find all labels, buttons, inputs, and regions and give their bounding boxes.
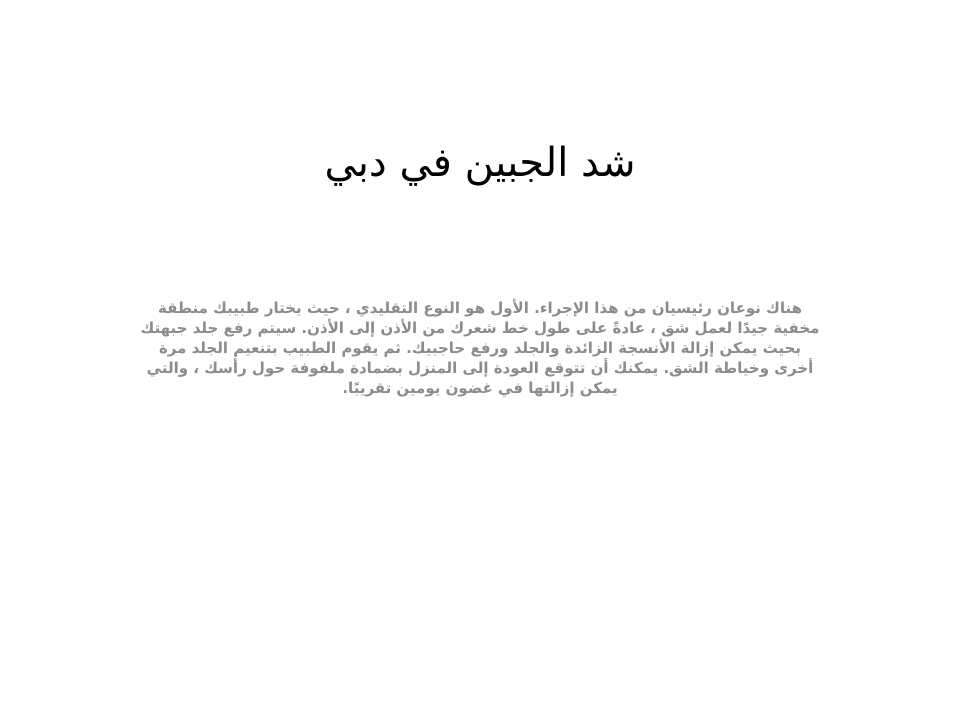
body-line: يمكن إزالتها في غضون يومين تقريبًا.: [342, 379, 618, 397]
body-line: أخرى وخياطة الشق. يمكنك أن تتوقع العودة إلى المنزل بضمادة ملفوفة حول رأسك ، والتي: [146, 359, 814, 377]
slide-body-text: [120, 298, 840, 398]
body-line: هناك نوعان رئيسيان من هذا الإجراء. الأول هو النوع التقليدي ، حيث يختار طبيبك منطقة: [158, 299, 802, 317]
slide-title: شد الجبين في دبي: [324, 140, 636, 186]
body-line: مخفية جيدًا لعمل شق ، عادةً على طول خط شعرك من الأذن إلى الأذن. سيتم رفع جلد جبهتك: [140, 319, 820, 337]
body-line: بحيث يمكن إزالة الأنسجة الزائدة والجلد ورفع حاجبيك. ثم يقوم الطبيب بتنعيم الجلد مرة: [158, 339, 802, 357]
